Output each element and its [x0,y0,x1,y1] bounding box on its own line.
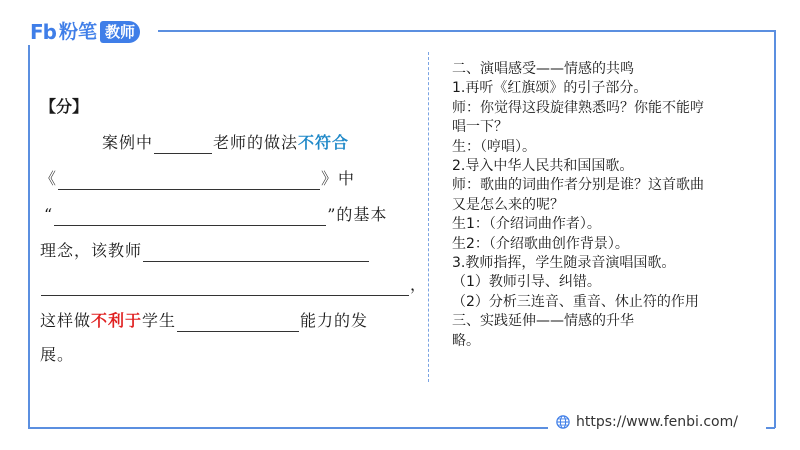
text-this-way: 这样做 [40,311,92,330]
logo-name: 粉笔 [58,21,97,43]
lesson-line: 又是怎么来的呢？ [452,196,564,213]
highlight-not-beneficial: 不利于 [91,311,143,330]
logo-mark: Fb [30,20,56,44]
lesson-line: 生1：（介绍词曲作者）。 [452,216,601,233]
exercise-line-4 [40,240,370,262]
text-basic: ”的基本 [327,205,388,224]
exercise-line-2 [40,168,355,190]
column-divider [428,52,429,382]
lesson-line: 二、演唱感受——情感的共鸣 [452,61,634,77]
text-book-open: 《 [40,169,58,188]
blank-1 [154,137,212,154]
fenbi-logo [30,20,140,44]
lesson-line: 略。 [452,332,480,349]
exercise-line-1 [102,132,349,154]
frame-right-line [774,30,776,428]
frame-bottom-right-line [766,427,775,429]
highlight-not-conform: 不符合 [298,133,350,152]
lesson-line: （2）分析三连音、重音、休止符的作用 [452,293,699,310]
text-comma: ， [410,275,428,294]
text-teacher-approach: 老师的做法 [213,133,299,152]
lesson-line: 师：你觉得这段旋律熟悉吗？你能不能哼 [452,99,704,116]
text-ability: 能力的发 [300,311,369,330]
frame-top-line [158,30,775,32]
section-heading: 【分】 [40,97,89,116]
blank-5 [41,279,409,296]
website-link[interactable] [556,412,738,432]
lesson-line: 师：歌曲的词曲作者分别是谁？这首歌曲 [452,177,704,194]
exercise-line-5 [40,274,427,296]
lesson-line: 1.再听《红旗颂》的引子部分。 [452,80,648,97]
exercise-line-3 [44,204,387,226]
blank-2 [58,173,320,190]
frame-left-line [28,45,30,428]
text-student: 学生 [142,311,177,330]
text-quote-open: “ [44,205,54,224]
exercise-line-6 [40,310,368,332]
text-development: 展。 [40,345,75,364]
blank-4 [143,245,369,262]
lesson-line: （1）教师引导、纠错。 [452,274,601,291]
lesson-line: 生2：（介绍歌曲创作背景）。 [452,235,629,252]
globe-icon [556,415,570,429]
text-case: 案例中 [102,133,154,152]
lesson-line: 唱一下？ [452,119,508,136]
frame-bottom-line [28,427,548,429]
lesson-line: 3.教师指挥，学生随录音演唱国歌。 [452,255,676,272]
blank-3 [54,209,326,226]
lesson-line: 2.导入中华人民共和国国歌。 [452,158,634,175]
text-concept: 理念，该教师 [40,241,143,260]
lesson-line: 生：（哼唱）。 [452,138,536,155]
lesson-plan-text [452,60,772,351]
lesson-line: 三、实践延伸——情感的升华 [452,313,634,330]
blank-6 [177,315,299,332]
exercise-line-7 [40,344,74,366]
logo-badge: 教师 [100,21,140,43]
website-url[interactable]: https://www.fenbi.com/ [576,414,738,430]
text-book-close: 》中 [321,169,356,188]
